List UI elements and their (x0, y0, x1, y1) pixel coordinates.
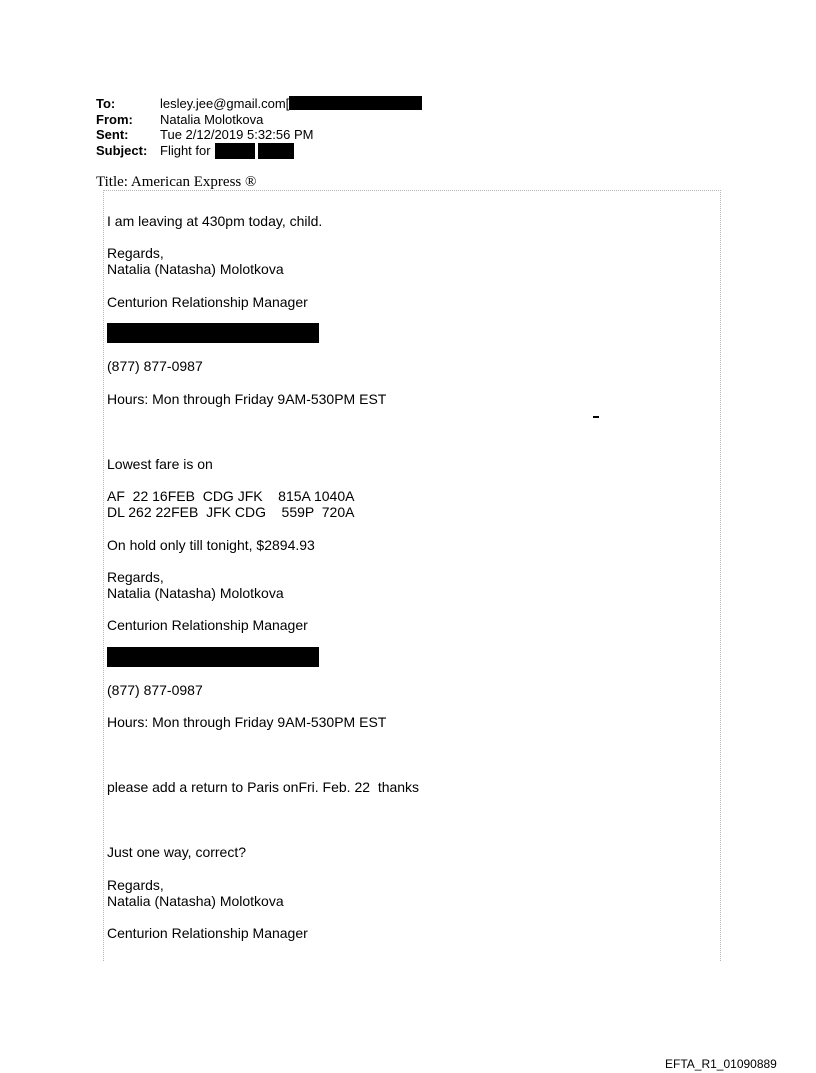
email-header (96, 96, 422, 159)
message-line-leaving: I am leaving at 430pm today, child. (107, 213, 323, 229)
subject-label: Subject: (96, 142, 148, 158)
sent-value: Tue 2/12/2019 5:32:56 PM (160, 127, 314, 142)
dash-mark (593, 416, 599, 418)
flight-line-af: AF 22 16FEB CDG JFK 815A 1040A (107, 488, 355, 504)
redaction-sig2 (107, 647, 319, 667)
flight-line-dl: DL 262 22FEB JFK CDG 559P 720A (107, 504, 355, 520)
sig1-name: Natalia (Natasha) Molotkova (107, 261, 284, 277)
from-label: From: (96, 111, 133, 127)
document-id: EFTA_R1_01090889 (665, 1057, 777, 1071)
sig2-name: Natalia (Natasha) Molotkova (107, 585, 284, 601)
sig2-regards: Regards, (107, 569, 164, 585)
sig1-hours: Hours: Mon through Friday 9AM-530PM EST (107, 391, 387, 407)
document-title: Title: American Express ® (96, 174, 257, 190)
sig1-phone: (877) 877-0987 (107, 358, 203, 374)
on-hold-line: On hold only till tonight, $2894.93 (107, 537, 315, 553)
redaction-to (289, 96, 422, 110)
to-row (96, 96, 422, 112)
sig2-role: Centurion Relationship Manager (107, 617, 308, 633)
sig1-role: Centurion Relationship Manager (107, 294, 308, 310)
sig2-hours: Hours: Mon through Friday 9AM-530PM EST (107, 714, 387, 730)
sig3-role: Centurion Relationship Manager (107, 925, 308, 941)
sig3-regards: Regards, (107, 877, 164, 893)
question-line: Just one way, correct? (107, 844, 247, 860)
sent-row (96, 127, 422, 143)
from-value: Natalia Molotkova (160, 111, 264, 127)
sent-label: Sent: (96, 127, 129, 142)
subject-row (96, 143, 422, 159)
sig3-name: Natalia (Natasha) Molotkova (107, 893, 284, 909)
redaction-sig1 (107, 323, 319, 343)
redaction-subject-2 (258, 143, 294, 159)
from-row (96, 112, 422, 128)
sig1-regards: Regards, (107, 245, 164, 261)
request-line: please add a return to Paris onFri. Feb. 22 thanks (107, 779, 420, 795)
subject-value: Flight for (160, 142, 211, 158)
sig2-phone: (877) 877-0987 (107, 682, 203, 698)
redaction-subject-1 (215, 143, 255, 159)
lowest-fare-line: Lowest fare is on (107, 456, 213, 472)
to-value: lesley.jee@gmail.com[ (160, 96, 290, 111)
to-label: To: (96, 96, 116, 111)
